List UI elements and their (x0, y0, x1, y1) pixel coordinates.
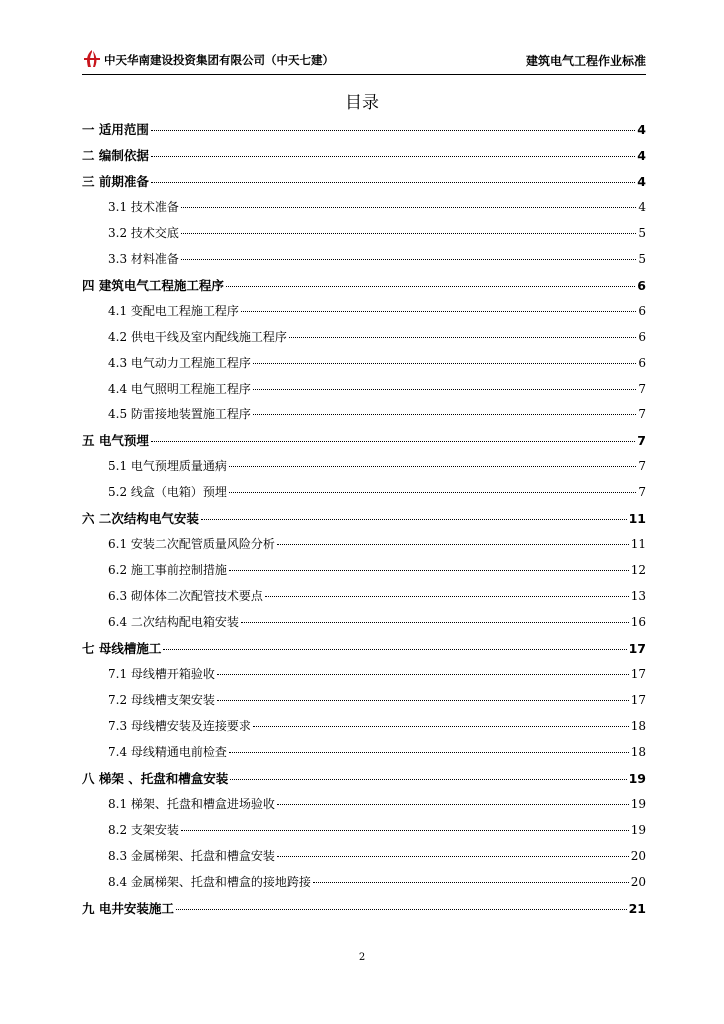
toc-entry-page: 17 (628, 641, 646, 656)
toc-entry-page: 11 (630, 537, 646, 552)
toc-entry-label: 3.3 材料准备 (108, 251, 179, 266)
toc-entry-page: 5 (638, 225, 646, 240)
toc-entry-page: 17 (630, 692, 646, 707)
toc-chapter-entry[interactable] (82, 146, 646, 166)
toc-entry-page: 4 (637, 173, 646, 189)
toc-entry-page: 17 (630, 666, 646, 681)
toc-entry-label: 6.4 二次结构配电箱安装 (108, 615, 239, 630)
dot-leader (277, 856, 629, 857)
toc-entry-page: 7 (637, 433, 646, 449)
toc-section-entry[interactable] (82, 328, 646, 348)
toc-section-entry[interactable] (82, 198, 646, 218)
toc-entry-page: 20 (630, 848, 646, 863)
toc-entry-label: 8.3 金属梯架、托盘和槽盒安装 (108, 848, 275, 863)
toc-entry-page: 6 (638, 355, 646, 370)
toc-entry-page: 7 (638, 381, 646, 396)
toc-entry-label: 6.1 安装二次配管质量风险分析 (108, 537, 275, 552)
toc-section-entry[interactable] (82, 457, 646, 477)
toc-entry-label: 5.2 线盒（电箱）预埋 (108, 485, 227, 500)
dot-leader (253, 389, 636, 390)
toc-section-entry[interactable] (82, 483, 646, 503)
toc-entry-label: 5.1 电气预埋质量通病 (108, 459, 227, 474)
dot-leader (217, 700, 629, 701)
dot-leader (253, 363, 636, 364)
toc-section-entry[interactable] (82, 250, 646, 270)
toc-entry-label: 8.1 梯架、托盘和槽盒进场验收 (108, 796, 275, 811)
toc-entry-page: 18 (630, 744, 646, 759)
toc-entry-label: 4.3 电气动力工程施工程序 (108, 355, 251, 370)
toc-section-entry[interactable] (82, 717, 646, 737)
toc-section-entry[interactable] (82, 691, 646, 711)
dot-leader (229, 570, 629, 571)
dot-leader (151, 156, 635, 157)
dot-leader (181, 233, 636, 234)
toc-entry-page: 7 (638, 407, 646, 422)
dot-leader (289, 337, 636, 338)
header-divider (82, 74, 646, 75)
dot-leader (151, 182, 635, 183)
toc-entry-page: 4 (637, 147, 646, 163)
toc-entry-label: 8.4 金属梯架、托盘和槽盒的接地跨接 (108, 874, 311, 889)
toc-section-entry[interactable] (82, 587, 646, 607)
toc-section-entry[interactable] (82, 613, 646, 633)
toc-entry-page: 19 (628, 770, 646, 786)
toc-entry-label: 7.4 母线精通电前检查 (108, 744, 227, 759)
toc-section-entry[interactable] (82, 821, 646, 841)
toc-section-entry[interactable] (82, 847, 646, 867)
page-number: 2 (358, 952, 366, 963)
toc-entry-label: 7.2 母线槽支架安装 (108, 692, 215, 707)
dot-leader (265, 596, 629, 597)
dot-leader (226, 286, 635, 287)
dot-leader (181, 207, 636, 208)
toc-section-entry[interactable] (82, 380, 646, 400)
toc-entry-page: 12 (630, 563, 646, 578)
toc-entry-page: 5 (638, 251, 646, 266)
toc-entry-page: 18 (630, 718, 646, 733)
toc-entry-label: 8.2 支架安装 (108, 822, 179, 837)
toc-entry-label: 九 电井安装施工 (82, 900, 174, 916)
dot-leader (217, 674, 629, 675)
dot-leader (229, 492, 636, 493)
dot-leader (176, 909, 627, 910)
toc-entry-label: 4.2 供电干线及室内配线施工程序 (108, 329, 287, 344)
dot-leader (201, 519, 627, 520)
toc-entry-page: 4 (637, 122, 646, 137)
toc-section-entry[interactable] (82, 405, 646, 425)
dot-leader (313, 882, 629, 883)
toc-section-entry[interactable] (82, 795, 646, 815)
toc-entry-label: 一 适用范围 (82, 122, 149, 137)
page-header (82, 46, 646, 74)
toc-entry-page: 21 (628, 900, 646, 916)
toc-entry-page: 13 (630, 589, 646, 604)
toc-section-entry[interactable] (82, 535, 646, 555)
toc-section-entry[interactable] (82, 743, 646, 763)
toc-chapter-entry[interactable] (82, 172, 646, 192)
toc-chapter-entry[interactable] (82, 276, 646, 296)
toc-entry-label: 六 二次结构电气安装 (82, 511, 199, 527)
toc-entry-page: 7 (638, 459, 646, 474)
toc-entry-label: 七 母线槽施工 (82, 641, 162, 656)
dot-leader (181, 259, 636, 260)
dot-leader (277, 804, 629, 805)
dot-leader (277, 544, 629, 545)
company-name: 中天华南建设投资集团有限公司（中天七建） (104, 53, 334, 67)
document-title: 建筑电气工程作业标准 (525, 54, 646, 68)
toc-chapter-entry[interactable] (82, 899, 646, 919)
toc-chapter-entry[interactable] (82, 639, 646, 659)
company-logo-icon (82, 49, 102, 69)
toc-chapter-entry[interactable] (82, 431, 646, 451)
toc-entry-page: 6 (638, 329, 646, 344)
toc-entry-label: 三 前期准备 (82, 173, 149, 189)
toc-entry-page: 4 (638, 199, 646, 214)
toc-entry-label: 6.3 砌体体二次配管技术要点 (108, 589, 263, 604)
toc-entry-label: 7.3 母线槽安装及连接要求 (108, 718, 251, 733)
toc-entry-label: 4.4 电气照明工程施工程序 (108, 381, 251, 396)
toc-section-entry[interactable] (82, 561, 646, 581)
dot-leader (151, 130, 635, 131)
dot-leader (229, 466, 636, 467)
toc-entry-label: 二 编制依据 (82, 147, 149, 163)
toc-entry-page: 7 (638, 485, 646, 500)
toc-section-entry[interactable] (82, 224, 646, 244)
toc-entry-page: 19 (630, 796, 646, 811)
toc-entry-label: 3.2 技术交底 (108, 225, 179, 240)
dot-leader (229, 752, 629, 753)
toc-entry-label: 四 建筑电气工程施工程序 (82, 277, 224, 293)
dot-leader (253, 414, 636, 415)
toc-entry-label: 4.1 变配电工程施工程序 (108, 303, 239, 318)
toc-section-entry[interactable] (82, 665, 646, 685)
toc-entry-label: 八 梯架 、托盘和槽盒安装 (82, 770, 229, 786)
toc-section-entry[interactable] (82, 302, 646, 322)
toc-section-entry[interactable] (82, 873, 646, 893)
toc-heading: 目录 (345, 93, 379, 113)
toc-entry-page: 20 (630, 874, 646, 889)
toc-chapter-entry[interactable] (82, 120, 646, 140)
toc-entry-label: 4.5 防雷接地装置施工程序 (108, 407, 251, 422)
toc-entry-page: 6 (637, 277, 646, 293)
dot-leader (181, 830, 629, 831)
toc-entry-label: 7.1 母线槽开箱验收 (108, 666, 215, 681)
dot-leader (253, 726, 629, 727)
toc-entry-page: 6 (638, 303, 646, 318)
toc-entry-label: 3.1 技术准备 (108, 199, 179, 214)
toc-entry-page: 19 (630, 822, 646, 837)
dot-leader (241, 622, 629, 623)
toc-entry-label: 6.2 施工事前控制措施 (108, 563, 227, 578)
toc-chapter-entry[interactable] (82, 769, 646, 789)
toc-section-entry[interactable] (82, 354, 646, 374)
dot-leader (241, 311, 636, 312)
dot-leader (163, 649, 626, 650)
toc-entry-label: 五 电气预埋 (82, 433, 149, 449)
dot-leader (230, 779, 626, 780)
dot-leader (151, 441, 635, 442)
toc-entry-page: 11 (628, 511, 646, 527)
toc-entry-page: 16 (630, 615, 646, 630)
toc-chapter-entry[interactable] (82, 509, 646, 529)
